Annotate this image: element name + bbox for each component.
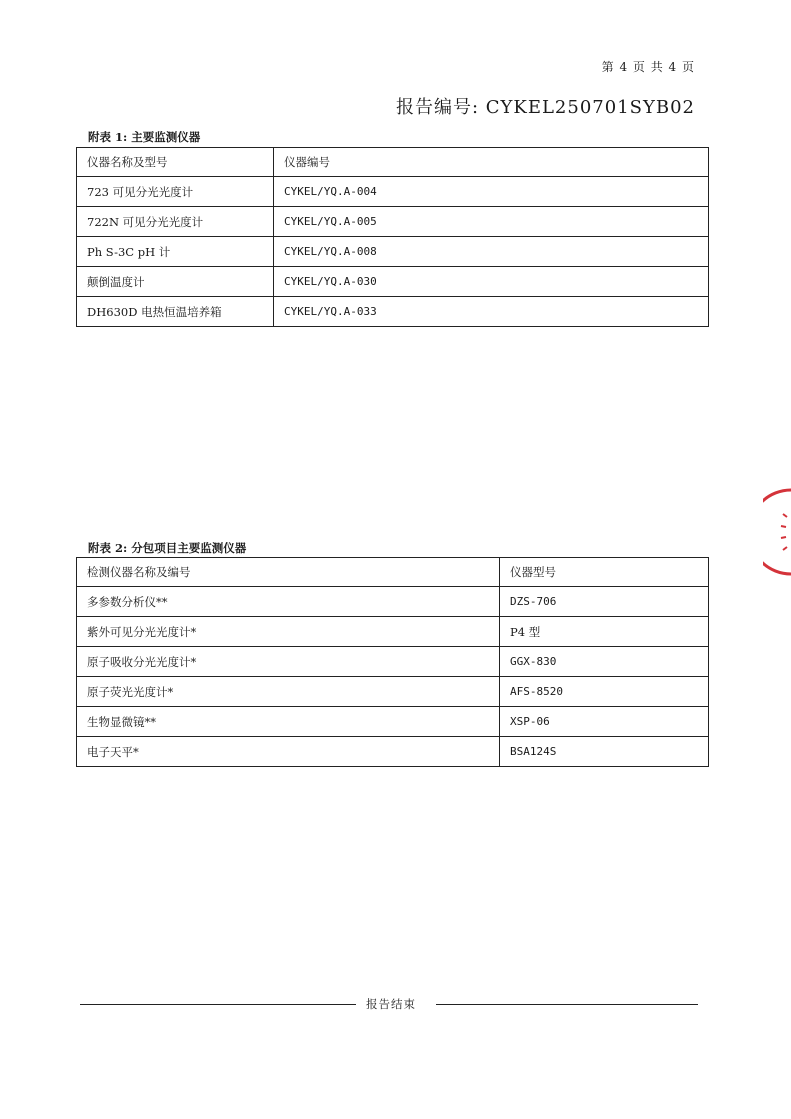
seal-arc bbox=[763, 490, 791, 574]
instrument-name: DH630D 电热恒温培养箱 bbox=[77, 297, 274, 327]
instrument-name: 电子天平* bbox=[77, 737, 500, 767]
table-row bbox=[77, 587, 709, 617]
table-row bbox=[77, 237, 709, 267]
report-number: 报告编号: CYKEL250701SYB02 bbox=[395, 97, 695, 118]
instrument-name: 颠倒温度计 bbox=[77, 267, 274, 297]
instrument-name: 722N 可见分光光度计 bbox=[77, 207, 274, 237]
instrument-name: 生物显微镜** bbox=[77, 707, 500, 737]
table-row bbox=[77, 677, 709, 707]
header-instrument-name-model: 仪器名称及型号 bbox=[77, 148, 274, 177]
table1-caption: 附表 1: 主要监测仪器 bbox=[88, 130, 201, 144]
table-row bbox=[77, 177, 709, 207]
instrument-id: CYKEL/YQ.A-004 bbox=[274, 177, 709, 207]
table-row bbox=[77, 617, 709, 647]
seal-marks bbox=[781, 514, 787, 550]
table-row bbox=[77, 737, 709, 767]
instrument-id: CYKEL/YQ.A-008 bbox=[274, 237, 709, 267]
table-row bbox=[77, 297, 709, 327]
instrument-model: XSP-06 bbox=[500, 707, 709, 737]
header-instrument-id: 仪器编号 bbox=[274, 148, 709, 177]
instrument-id: CYKEL/YQ.A-005 bbox=[274, 207, 709, 237]
end-rule-left bbox=[80, 1004, 356, 1005]
seal-icon bbox=[763, 488, 791, 576]
instrument-name: 723 可见分光光度计 bbox=[77, 177, 274, 207]
end-rule-right bbox=[436, 1004, 698, 1005]
instrument-name: 原子荧光光度计* bbox=[77, 677, 500, 707]
instrument-id: CYKEL/YQ.A-033 bbox=[274, 297, 709, 327]
instrument-name: 原子吸收分光光度计* bbox=[77, 647, 500, 677]
instrument-model: BSA124S bbox=[500, 737, 709, 767]
header-instrument-name-id: 检测仪器名称及编号 bbox=[77, 558, 500, 587]
instrument-model: DZS-706 bbox=[500, 587, 709, 617]
instrument-name: 多参数分析仪** bbox=[77, 587, 500, 617]
table-row bbox=[77, 207, 709, 237]
table-header-row bbox=[77, 558, 709, 587]
instrument-model: GGX-830 bbox=[500, 647, 709, 677]
instrument-name: 紫外可见分光光度计* bbox=[77, 617, 500, 647]
seal-fragment bbox=[763, 488, 791, 576]
subcontract-instrument-table bbox=[76, 557, 709, 767]
table-header-row bbox=[77, 148, 709, 177]
page-indicator: 第 4 页 共 4 页 bbox=[601, 60, 695, 74]
instrument-id: CYKEL/YQ.A-030 bbox=[274, 267, 709, 297]
instrument-model: AFS-8520 bbox=[500, 677, 709, 707]
table2-caption: 附表 2: 分包项目主要监测仪器 bbox=[88, 541, 247, 555]
report-end-label: 报告结束 bbox=[366, 997, 416, 1011]
instrument-table bbox=[76, 147, 709, 327]
header-instrument-model: 仪器型号 bbox=[500, 558, 709, 587]
instrument-name: Ph S-3C pH 计 bbox=[77, 237, 274, 267]
instrument-model: P4 型 bbox=[500, 617, 709, 647]
table-row bbox=[77, 267, 709, 297]
table-row bbox=[77, 707, 709, 737]
table-row bbox=[77, 647, 709, 677]
